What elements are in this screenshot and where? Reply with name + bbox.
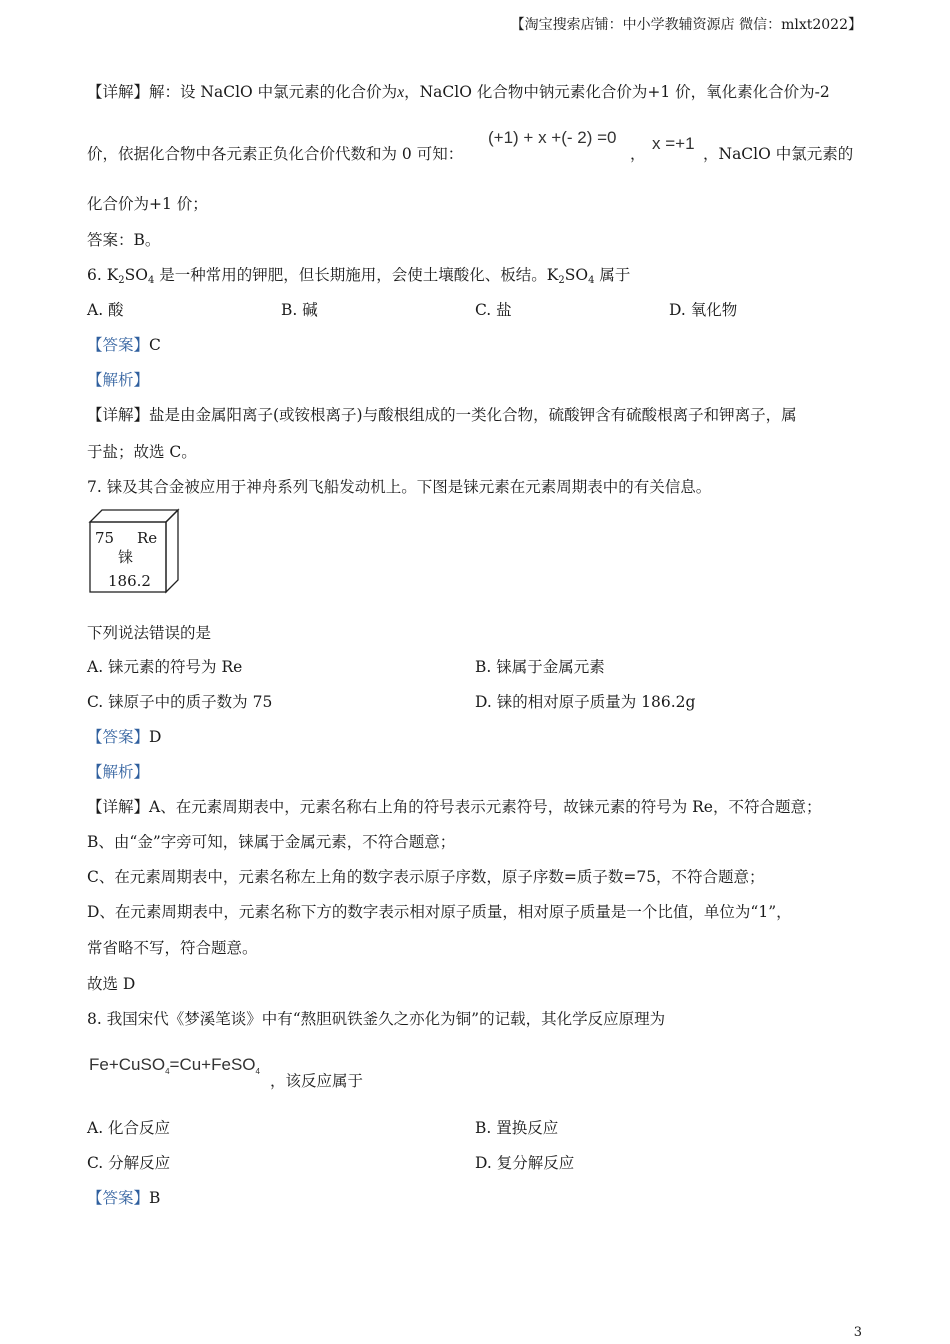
answer-tag: 【答案】 [87,1189,150,1207]
q6-analysis-tag: 【解析】 [87,371,150,389]
comma: ， [630,145,646,163]
q7-detail-line-2: B、由“金”字旁可知，铼属于金属元素，不符合题意； [87,833,456,851]
q5-detail-line-2-suffix: ，NaClO 中氯元素的 [703,145,854,163]
q7-answer: 【答案】D [87,728,162,746]
element-atomic-number: 75 [95,529,115,547]
answer-tag: 【答案】 [87,336,150,354]
equation-valence-sum: (+1) + x +(- 2) =0 [488,128,617,147]
q6-option-c: C. 盐 [475,301,512,319]
element-name: 铼 [118,548,134,566]
q8-answer: 【答案】B [87,1189,161,1207]
q6-detail-line-2: 于盐；故选 C。 [87,443,197,461]
equation-x-value: x =+1 [652,134,695,153]
q5-answer: 答案：B。 [87,231,161,249]
q8-stem-tail: ，该反应属于 [270,1072,364,1090]
q5-detail-line-1: 【详解】解：设 NaClO 中氯元素的化合价为x，NaClO 化合物中钠元素化合价为+1 价，氧化素化合价为-2 [87,83,830,101]
q6-detail-line-1: 【详解】盐是由金属阳离子(或铵根离子)与酸根组成的一类化合物，硫酸钾含有硫酸根离子和钾离子，属 [87,406,797,424]
q7-detail-line-3: C、在元素周期表中，元素名称左上角的数字表示原子序数，原子序数=质子数=75，不符合题意； [87,868,765,886]
q8-stem: 8. 我国宋代《梦溪笔谈》中有“熬胆矾铁釜久之亦化为铜”的记载，其化学反应原理为 [87,1010,666,1028]
periodic-table-cell [88,508,180,596]
q7-option-d: D. 铼的相对原子质量为 186.2g [475,693,696,711]
q7-stem: 7. 铼及其合金被应用于神舟系列飞船发动机上。下图是铼元素在元素周期表中的有关信息。 [87,478,712,496]
answer-tag: 【答案】 [87,728,150,746]
variable-x: x [397,84,405,101]
q7-detail-line-5: 常省略不写，符合题意。 [87,939,258,957]
q8-option-d: D. 复分解反应 [475,1154,575,1172]
q7-option-b: B. 铼属于金属元素 [475,658,605,676]
page-header: 【淘宝搜索店铺：中小学教辅资源店 微信：mlxt2022】 [510,17,862,33]
q5-detail-line-3: 化合价为+1 价； [87,195,208,213]
q8-option-a: A. 化合反应 [87,1119,171,1137]
q8-option-c: C. 分解反应 [87,1154,171,1172]
page-number: 3 [853,1325,862,1340]
q6-stem: 6. $K_2SO_4$ 是一种常用的钾肥，但长期施用，会使土壤酸化、板结。$K_2SO_4$ 属于 [87,266,631,286]
q7-analysis-tag: 【解析】 [87,763,150,781]
q7-option-a: A. 铼元素的符号为 Re [87,658,243,676]
q8-option-b: B. 置换反应 [475,1119,559,1137]
q6-option-d: D. 氧化物 [669,301,738,319]
q7-detail-line-1: 【详解】A、在元素周期表中，元素名称右上角的符号表示元素符号，故铼元素的符号为 Re，不符合题意； [87,798,822,816]
q8-reaction-equation: Fe+CuSO$_4$=Cu+FeSO$_4$ [89,1055,260,1076]
q5-detail-line-2: 价，依据化合物中各元素正负化合价代数和为 0 可知： [87,145,464,163]
element-symbol: Re [137,529,158,547]
q6-option-a: A. 酸 [87,301,124,319]
q7-conclusion: 故选 D [87,975,136,993]
element-atomic-mass: 186.2 [108,572,151,590]
q6-answer: 【答案】C [87,336,161,354]
q7-option-c: C. 铼原子中的质子数为 75 [87,693,273,711]
q6-option-b: B. 碱 [281,301,318,319]
q7-prompt: 下列说法错误的是 [87,624,212,642]
q7-detail-line-4: D、在元素周期表中，元素名称下方的数字表示相对原子质量，相对原子质量是一个比值，单位为“1”， [87,903,792,921]
